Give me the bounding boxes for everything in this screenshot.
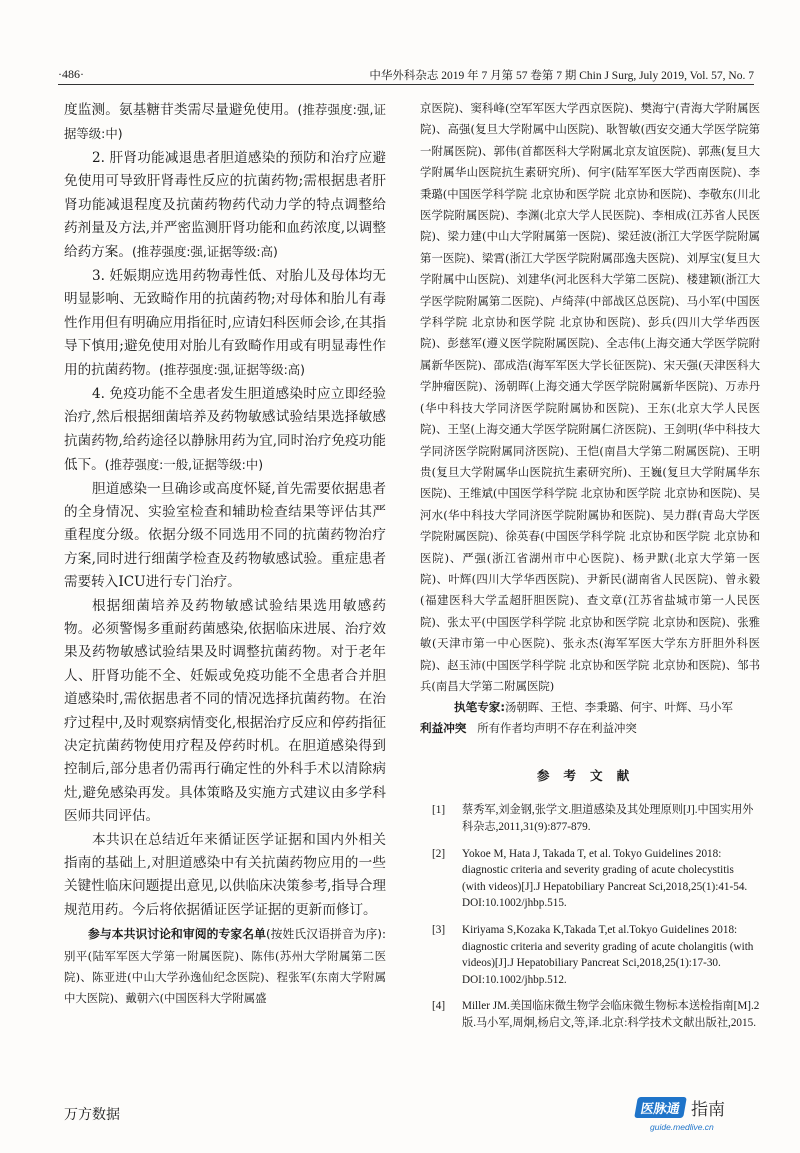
paragraph-3: 3. 妊娠期应选用药物毒性低、对胎儿及母体均无明显影响、无致畸作用的抗菌药物;对母体和胎儿有毒性作用但有明确应用指征时,应请妇科医师会诊,在其指导下慎用;避免使用对胎儿有致畸作用或有明显毒性作用的抗菌药物。(推荐强度:强,证据等级:高) [64,267,386,379]
conflict-line: 利益冲突 所有作者均声明不存在利益冲突 [420,721,637,736]
reference-item [420,922,760,988]
reference-number: [3] [432,923,446,936]
experts-list-start: 参与本共识讨论和审阅的专家名单(按姓氏汉语拼音为序):别平(陆军军医大学第一附属医院)、陈伟(苏州大学附属第二医院)、陈亚进(中山大学孙逸仙纪念医院)、程张军(东南大学附属中大医院)、戴朝六(中国医科大学附属盛 [64,927,386,1006]
logo-url: guide.medlive.cn [650,1122,714,1132]
logo-guide-text: 指南 [691,1099,726,1120]
writers-line: 执笔专家:汤朝晖、王恺、李秉璐、何宇、叶辉、马小军 [454,700,733,715]
wanfang-watermark: 万方数据 [64,1107,120,1123]
page-number: ·486· [58,67,84,81]
reference-number: [1] [432,804,446,817]
paragraph-5: 胆道感染一旦确诊或高度怀疑,首先需要依据患者的全身情况、实验室检查和辅助检查结果等评估其严重程度分级。依据分级不同选用不同的抗菌药物治疗方案,同时进行细菌学检查及药物敏感试验。重症患者需要转入ICU进行专门治疗。 [64,480,386,591]
recommendation-grade: (推荐强度:一般,证据等级:中) [104,457,264,473]
right-column [420,98,760,1042]
paragraph-4: 4. 免疫功能不全患者发生胆道感染时应立即经验治疗,然后根据细菌培养及药物敏感试验结果选择敏感抗菌药物,给药途径以静脉用药为宜,同时治疗免疫功能低下。(推荐强度:一般,证据等级:中) [64,385,386,474]
recommendation-grade: (推荐强度:强,证据等级:高) [131,244,278,260]
left-column [64,98,386,1010]
paragraph-7: 本共识在总结近年来循证医学证据和国内外相关指南的基础上,对胆道感染中有关抗菌药物应用的一些关键性临床问题提出意见,以供临床决策参考,指导合理规范用药。今后将依据循证医学证据的更新而修订。 [64,831,386,918]
paragraph-2: 2. 肝肾功能减退患者胆道感染的预防和治疗应避免使用可导致肝肾毒性反应的抗菌药物;需根据患者肝肾功能减退程度及抗菌药物药代动力学的特点调整给药剂量及方法,并严密监测肝肾功能和血药浓度,以调整给药方案。(推荐强度:强,证据等级:高) [64,149,386,261]
reference-item [420,846,760,912]
experts-label: 参与本共识讨论和审阅的专家名单 [88,927,266,942]
conflict-label: 利益冲突 [420,721,467,736]
reference-item [420,802,760,835]
reference-text: Yokoe M, Hata J, Takada T, et al. Tokyo Guidelines 2018: diagnostic criteria and severity grading of acute cholecystitis (with videos)[J].J Hepatobiliary Pancreat Sci,2018,25(1):41-54. DOI:10.1002/jhbp.515. [462,847,748,910]
experts-list-continued: 京医院)、窦科峰(空军军医大学西京医院)、樊海宁(青海大学附属医院)、高强(复旦大学附属中山医院)、耿智敏(西安交通大学医学院第一附属医院)、郭伟(首都医科大学附属北京友谊医院)、郭燕(复旦大学附属华山医院抗生素研究所)、何宇(陆军军医大学西南医院)、李秉璐(中国医学科学院 北京协和医学院 北京协和医院)、李敬东(川北医学院附属医院)、李渊(北京大学人民医院)、李相成(江苏省人民医院)、梁力建(中山大学附属第一医院)、梁廷波(浙江大学医学院附属第一医院)、梁霄(浙江大学医学院附属邵逸夫医院)、刘厚宝(复旦大学附属中山医院)、刘建华(河北医科大学第二医院)、楼建颖(浙江大学医学院附属第二医院)、卢绮萍(中部战区总医院)、马小军(中国医学科学院 北京协和医学院 北京协和医院)、彭兵(四川大学华西医院)、彭慈军(遵义医学院附属医院)、全志伟(上海交通大学医学院附属新华医院)、邵成浩(海军军医大学长征医院)、宋天强(天津医科大学肿瘤医院)、汤朝晖(上海交通大学医学院附属新华医院)、万赤丹(华中科技大学同济医学院附属协和医院)、王东(北京大学人民医院)、王坚(上海交通大学医学院附属仁济医院)、王剑明(华中科技大学同济医学院附属同济医院)、王恺(南昌大学第二附属医院)、王明贵(复旦大学附属华山医院抗生素研究所)、王巍(复旦大学附属华东医院)、王维斌(中国医学科学院 北京协和医学院 北京协和医院)、吴河水(华中科技大学同济医学院附属协和医院)、吴力群(青岛大学医学院附属医院)、徐英春(中国医学科学院 北京协和医学院 北京协和医院)、严强(浙江省湖州市中心医院)、杨尹默(北京大学第一医院)、叶辉(四川大学华西医院)、尹新民(湖南省人民医院)、曾永毅(福建医科大学孟超肝胆医院)、查文章(江苏省盐城市第一人民医院)、张太平(中国医学科学院 北京协和医学院 北京协和医院)、张雅敏(天津市第一中心医院)、张永杰(海军军医大学东方肝胆外科医院)、赵玉沛(中国医学科学院 北京协和医学院 北京协和医院)、邹书兵(南昌大学第二附属医院) [420,101,760,693]
paragraph-6: 根据细菌培养及药物敏感试验结果选用敏感药物。必须警惕多重耐药菌感染,依据临床进展、治疗效果及药物敏感试验结果及时调整抗菌药物。对于老年人、肝肾功能不全、妊娠或免疫功能不全患者合并胆道感染时,需依据患者不同的情况选择抗菌药物。在治疗过程中,及时观察病情变化,根据治疗反应和停药指征决定抗菌药物使用疗程及停药时机。在胆道感染得到控制后,部分患者仍需再行确定性的外科手术以清除病灶,避免感染再发。具体策略及实施方式建议由多学科医师共同评估。 [64,597,386,825]
running-header [58,64,754,85]
reference-item [420,998,760,1031]
journal-running-head: 中华外科杂志 2019 年 7 月第 57 卷第 7 期 Chin J Surg, July 2019, Vol. 57, No. 7 [369,70,754,82]
writers-label: 执笔专家: [454,700,506,715]
reference-list [420,802,760,1031]
reference-text: Kiriyama S,Kozaka K,Takada T,et al.Tokyo Guidelines 2018: diagnostic criteria and severity grading of acute cholangitis (with videos)[J].J Hepatobiliary Pancreat Sci,2018,25(1):17-30. DOI:10.1002/jhbp.512. [462,923,754,986]
reference-text: 蔡秀军,刘金钢,张学文.胆道感染及其处理原则[J].中国实用外科杂志,2011,31(9):877-879. [462,804,754,833]
reference-number: [2] [432,847,446,860]
logo-wordmark: 医脉通 [634,1097,687,1118]
recommendation-grade: (推荐强度:强,证据等级:中) [64,102,386,142]
reference-text: Miller JM.美国临床微生物学会临床微生物标本送检指南[M].2版.马小军,周炯,杨启文,等,译.北京:科学技术文献出版社,2015. [462,1000,760,1029]
paragraph-1: 度监测。氨基糖苷类需尽量避免使用。(推荐强度:强,证据等级:中) [64,102,386,142]
recommendation-grade: (推荐强度:强,证据等级:高) [159,362,306,378]
medlive-logo [636,1096,764,1140]
references-title: 参考文献 [536,768,644,784]
reference-number: [4] [432,1000,446,1013]
